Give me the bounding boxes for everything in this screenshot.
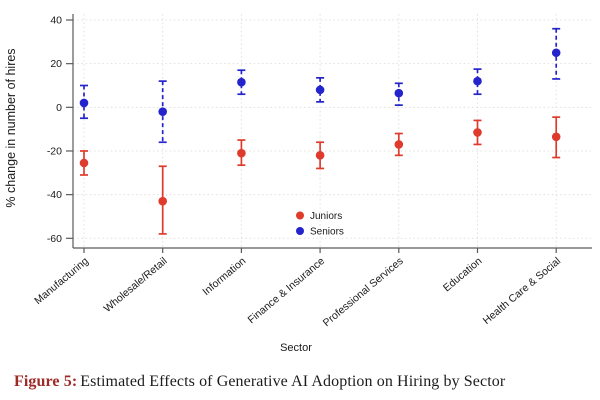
y-tick-label: 20 <box>50 58 62 71</box>
y-axis-title: % change in number of hires <box>4 48 18 208</box>
data-point-juniors <box>237 149 246 158</box>
figure-caption-label: Figure 5: <box>14 373 78 390</box>
data-point-juniors <box>316 151 325 160</box>
legend-marker-seniors <box>296 227 304 235</box>
data-point-seniors <box>237 78 246 87</box>
figure-caption <box>14 373 592 391</box>
y-tick-label: -20 <box>46 145 62 158</box>
data-point-seniors <box>552 48 561 57</box>
x-tick-label: Professional Services <box>320 255 406 330</box>
x-tick-label: Education <box>440 255 485 295</box>
figure-caption-text: Estimated Effects of Generative AI Adoption on Hiring by Sector <box>80 373 506 390</box>
legend-marker-juniors <box>296 212 304 220</box>
x-axis-title: Sector <box>280 342 312 354</box>
data-point-seniors <box>80 99 89 108</box>
x-tick-label: Manufacturing <box>32 255 91 308</box>
data-point-seniors <box>473 77 482 86</box>
legend-label-juniors: Juniors <box>310 211 343 222</box>
data-point-juniors <box>552 132 561 141</box>
legend-label-seniors: Seniors <box>310 226 344 238</box>
y-tick-label: 0 <box>56 101 62 114</box>
x-tick-label: Information <box>200 255 249 299</box>
data-point-seniors <box>316 86 325 95</box>
data-point-juniors <box>473 128 482 137</box>
x-tick-label: Finance & Insurance <box>245 255 328 327</box>
x-tick-label: Wholesale/Retail <box>101 255 170 315</box>
y-tick-label: -60 <box>46 232 62 245</box>
y-tick-label: -40 <box>46 189 62 202</box>
data-point-seniors <box>395 89 404 98</box>
data-point-juniors <box>80 159 89 168</box>
data-point-juniors <box>395 140 404 149</box>
data-point-seniors <box>158 107 167 116</box>
x-tick-label: Health Care & Social <box>480 255 564 327</box>
y-tick-label: 40 <box>50 14 62 27</box>
data-point-juniors <box>158 197 167 206</box>
